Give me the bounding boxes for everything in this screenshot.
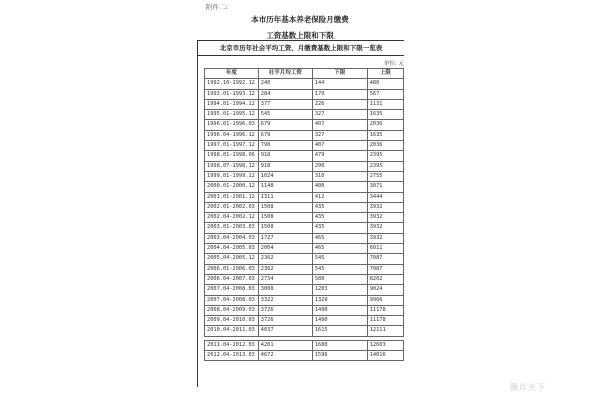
cell-upper-limit: 567	[367, 89, 403, 99]
cell-lower-limit: 226	[312, 99, 367, 109]
cell-upper-limit: 3932	[367, 213, 403, 223]
cell-year: 2006.04-2007.03	[205, 274, 259, 284]
cell-year: 1993.01-1993.12	[205, 89, 259, 99]
cell-average-wage: 679	[258, 130, 312, 140]
cell-average-wage: 377	[258, 99, 312, 109]
cell-lower-limit: 435	[312, 213, 367, 223]
header-year: 年度	[205, 69, 259, 79]
cell-upper-limit: 1635	[367, 110, 403, 120]
cell-average-wage: 1508	[258, 202, 312, 212]
cell-lower-limit: 310	[312, 171, 367, 181]
cell-year: 2009.04-2010.03	[205, 316, 259, 326]
cell-lower-limit: 290	[312, 161, 367, 171]
cell-lower-limit: 1329	[312, 295, 367, 305]
contribution-table	[204, 68, 404, 361]
table-body	[205, 79, 404, 361]
table-row	[205, 79, 404, 89]
cell-average-wage: 1727	[258, 233, 312, 243]
cell-lower-limit: 465	[312, 233, 367, 243]
cell-year: 2011.04-2012.03	[205, 340, 259, 350]
cell-average-wage: 2362	[258, 254, 312, 264]
cell-upper-limit: 3444	[367, 192, 403, 202]
cell-upper-limit: 9024	[367, 285, 403, 295]
cell-year: 2005.04-2005.12	[205, 254, 259, 264]
cell-year: 2012.04-2013.03	[205, 351, 259, 361]
document-subtitle: 工资基数上限和下限	[266, 31, 334, 40]
cell-upper-limit: 3932	[367, 233, 403, 243]
cell-year: 1999.01-1999.12	[205, 171, 259, 181]
cell-upper-limit: 12603	[367, 340, 403, 350]
table-row	[205, 151, 404, 161]
cell-upper-limit: 2036	[367, 120, 403, 130]
cell-lower-limit: 1203	[312, 285, 367, 295]
cell-upper-limit: 14016	[367, 351, 403, 361]
cell-lower-limit: 479	[312, 151, 367, 161]
document-title: 本市历年基本养老保险月缴费	[251, 15, 349, 24]
table-row	[205, 110, 404, 120]
cell-lower-limit: 327	[312, 130, 367, 140]
cell-year: 2003.04-2004.03	[205, 233, 259, 243]
cell-lower-limit: 435	[312, 223, 367, 233]
cell-lower-limit: 407	[312, 141, 367, 151]
cell-upper-limit: 3071	[367, 182, 403, 192]
attachment-label: 附件二:	[206, 3, 228, 11]
cell-average-wage: 1508	[258, 213, 312, 223]
table-row	[205, 141, 404, 151]
table-row	[205, 274, 404, 284]
cell-upper-limit: 2395	[367, 161, 403, 171]
cell-average-wage: 545	[258, 110, 312, 120]
cell-lower-limit: 545	[312, 254, 367, 264]
cell-year: 2001.01-2001.12	[205, 192, 259, 202]
cell-upper-limit: 2395	[367, 151, 403, 161]
cell-upper-limit: 9966	[367, 295, 403, 305]
table-header-row	[205, 69, 404, 79]
table-row	[205, 233, 404, 243]
cell-year: 2002.04-2002.12	[205, 213, 259, 223]
cell-lower-limit: 1490	[312, 316, 367, 326]
cell-lower-limit: 465	[312, 244, 367, 254]
cell-year: 2008.04-2009.03	[205, 305, 259, 315]
cell-upper-limit: 8202	[367, 274, 403, 284]
cell-year: 2000.01-2000.12	[205, 182, 259, 192]
cell-upper-limit: 480	[367, 79, 403, 89]
table-row	[205, 340, 404, 350]
cell-lower-limit: 144	[312, 79, 367, 89]
cell-average-wage: 240	[258, 79, 312, 89]
cell-average-wage: 4037	[258, 326, 312, 336]
cell-upper-limit: 1635	[367, 130, 403, 140]
table-row	[205, 213, 404, 223]
table-row	[205, 326, 404, 336]
table-row	[205, 192, 404, 202]
cell-year: 2007.04-2008.03	[205, 285, 259, 295]
header-upper-limit: 上限	[367, 69, 403, 79]
cell-lower-limit: 1615	[312, 326, 367, 336]
cell-year: 2010.04-2011.03	[205, 326, 259, 336]
cell-average-wage: 2362	[258, 264, 312, 274]
table-caption: 北京市历年社会平均工资、月缴费基数上限和下限一览表	[198, 41, 404, 56]
cell-lower-limit: 327	[312, 110, 367, 120]
table-row	[205, 295, 404, 305]
cell-year: 1998.07-1998.12	[205, 161, 259, 171]
cell-lower-limit: 580	[312, 274, 367, 284]
cell-lower-limit: 545	[312, 264, 367, 274]
cell-upper-limit: 12111	[367, 326, 403, 336]
cell-year: 2007.04-2008.03	[205, 295, 259, 305]
cell-lower-limit: 400	[312, 182, 367, 192]
cell-average-wage: 1148	[258, 182, 312, 192]
cell-average-wage: 4672	[258, 351, 312, 361]
cell-average-wage: 3726	[258, 305, 312, 315]
cell-year: 1992.10-1992.12	[205, 79, 259, 89]
cell-year: 2003.01-2003.03	[205, 223, 259, 233]
cell-upper-limit: 2755	[367, 171, 403, 181]
cell-average-wage: 918	[258, 151, 312, 161]
cell-lower-limit: 412	[312, 192, 367, 202]
cell-year: 1995.01-1995.12	[205, 110, 259, 120]
cell-upper-limit: 2036	[367, 141, 403, 151]
table-row	[205, 244, 404, 254]
cell-upper-limit: 3932	[367, 202, 403, 212]
table-row	[205, 305, 404, 315]
cell-average-wage: 1311	[258, 192, 312, 202]
table-row	[205, 171, 404, 181]
table-row	[205, 316, 404, 326]
watermark: 图片天下	[510, 383, 546, 392]
cell-average-wage: 3322	[258, 295, 312, 305]
table-row	[205, 264, 404, 274]
cell-average-wage: 798	[258, 141, 312, 151]
cell-upper-limit: 6011	[367, 244, 403, 254]
cell-average-wage: 1508	[258, 223, 312, 233]
cell-upper-limit: 11178	[367, 305, 403, 315]
cell-upper-limit: 11178	[367, 316, 403, 326]
cell-average-wage: 679	[258, 120, 312, 130]
table-row	[205, 89, 404, 99]
table-row	[205, 130, 404, 140]
cell-year: 1998.01-1998.06	[205, 151, 259, 161]
table-frame	[197, 40, 404, 387]
cell-average-wage: 3008	[258, 285, 312, 295]
header-average-wage: 社平月均工资	[258, 69, 312, 79]
cell-lower-limit: 407	[312, 120, 367, 130]
cell-upper-limit: 1131	[367, 99, 403, 109]
cell-average-wage: 918	[258, 161, 312, 171]
table-row	[205, 120, 404, 130]
cell-lower-limit: 1680	[312, 340, 367, 350]
cell-lower-limit: 1490	[312, 305, 367, 315]
cell-average-wage: 2734	[258, 274, 312, 284]
cell-year: 2004.04-2005.03	[205, 244, 259, 254]
cell-year: 1997.01-1997.12	[205, 141, 259, 151]
cell-average-wage: 2004	[258, 244, 312, 254]
cell-upper-limit: 3932	[367, 223, 403, 233]
unit-label: 单位: 元	[383, 61, 404, 67]
cell-year: 1994.01-1994.12	[205, 99, 259, 109]
table-row	[205, 99, 404, 109]
cell-average-wage: 284	[258, 89, 312, 99]
table-row	[205, 223, 404, 233]
cell-lower-limit: 170	[312, 89, 367, 99]
cell-average-wage: 1024	[258, 171, 312, 181]
cell-year: 1996.01-1996.03	[205, 120, 259, 130]
cell-lower-limit: 1596	[312, 351, 367, 361]
cell-upper-limit: 7087	[367, 254, 403, 264]
table-row	[205, 285, 404, 295]
table-row	[205, 351, 404, 361]
cell-lower-limit: 435	[312, 202, 367, 212]
header-lower-limit: 下限	[312, 69, 367, 79]
cell-upper-limit: 7087	[367, 264, 403, 274]
cell-average-wage: 3726	[258, 316, 312, 326]
table-row	[205, 161, 404, 171]
cell-year: 2006.01-2006.03	[205, 264, 259, 274]
cell-year: 1996.04-1996.12	[205, 130, 259, 140]
cell-average-wage: 4201	[258, 340, 312, 350]
cell-year: 2002.01-2002.03	[205, 202, 259, 212]
table-row	[205, 182, 404, 192]
table-row	[205, 202, 404, 212]
table-row	[205, 254, 404, 264]
